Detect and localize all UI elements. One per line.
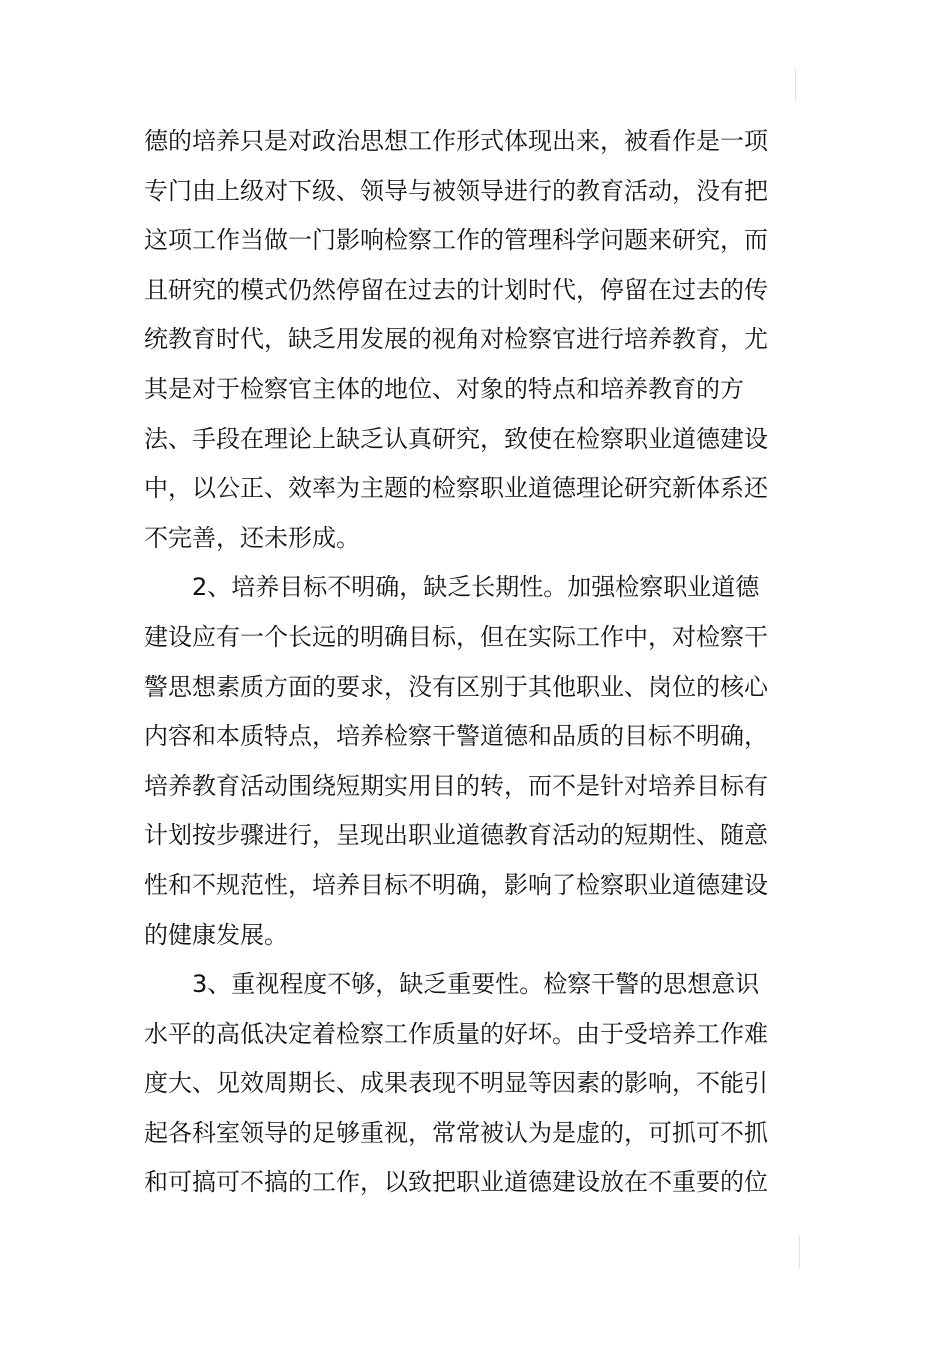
- text-line: 专门由上级对下级、领导与被领导进行的教育活动，没有把: [144, 176, 768, 205]
- page-corner-mark: [795, 68, 796, 102]
- text-line: 建设应有一个长远的明确目标，但在实际工作中，对检察干: [144, 622, 768, 651]
- text-line: 计划按步骤进行，呈现出职业道德教育活动的短期性、随意: [144, 821, 768, 850]
- text-line: 性和不规范性，培养目标不明确，影响了检察职业道德建设: [144, 870, 768, 899]
- paragraph: [144, 960, 768, 1208]
- text-line: 统教育时代，缺乏用发展的视角对检察官进行培养教育，尤: [144, 325, 768, 354]
- page-corner-mark: [799, 1235, 800, 1269]
- text-line: 的健康发展。: [144, 920, 288, 949]
- text-line: 且研究的模式仍然停留在过去的计划时代，停留在过去的传: [144, 275, 768, 304]
- paragraph: [144, 117, 768, 563]
- text-line: 度大、见效周期长、成果表现不明显等因素的影响，不能引: [144, 1069, 768, 1098]
- text-line: 中，以公正、效率为主题的检察职业道德理论研究新体系还: [144, 474, 768, 503]
- text-line: 德的培养只是对政治思想工作形式体现出来，被看作是一项: [144, 127, 768, 155]
- text-line: 起各科室领导的足够重视，常常被认为是虚的，可抓可不抓: [144, 1118, 768, 1147]
- text-line: 和可搞可不搞的工作，以致把职业道德建设放在不重要的位: [144, 1168, 768, 1197]
- text-line: 3、重视程度不够，缺乏重要性。检察干警的思想意识: [192, 970, 760, 999]
- body-text: [144, 117, 768, 1208]
- text-line: 水平的高低决定着检察工作质量的好坏。由于受培养工作难: [144, 1019, 768, 1048]
- text-line: 培养教育活动围绕短期实用目的转，而不是针对培养目标有: [144, 771, 768, 800]
- text-line: 内容和本质特点，培养检察干警道德和品质的目标不明确，: [144, 722, 768, 751]
- text-line: 法、手段在理论上缺乏认真研究，致使在检察职业道德建设: [144, 424, 768, 453]
- text-line: 这项工作当做一门影响检察工作的管理科学问题来研究，而: [144, 226, 768, 255]
- text-line: 2、培养目标不明确，缺乏长期性。加强检察职业道德: [192, 573, 760, 602]
- text-line: 警思想素质方面的要求，没有区别于其他职业、岗位的核心: [144, 672, 768, 701]
- text-line: 不完善，还未形成。: [144, 523, 360, 552]
- paragraph: [144, 563, 768, 960]
- text-line: 其是对于检察官主体的地位、对象的特点和培养教育的方: [144, 374, 744, 403]
